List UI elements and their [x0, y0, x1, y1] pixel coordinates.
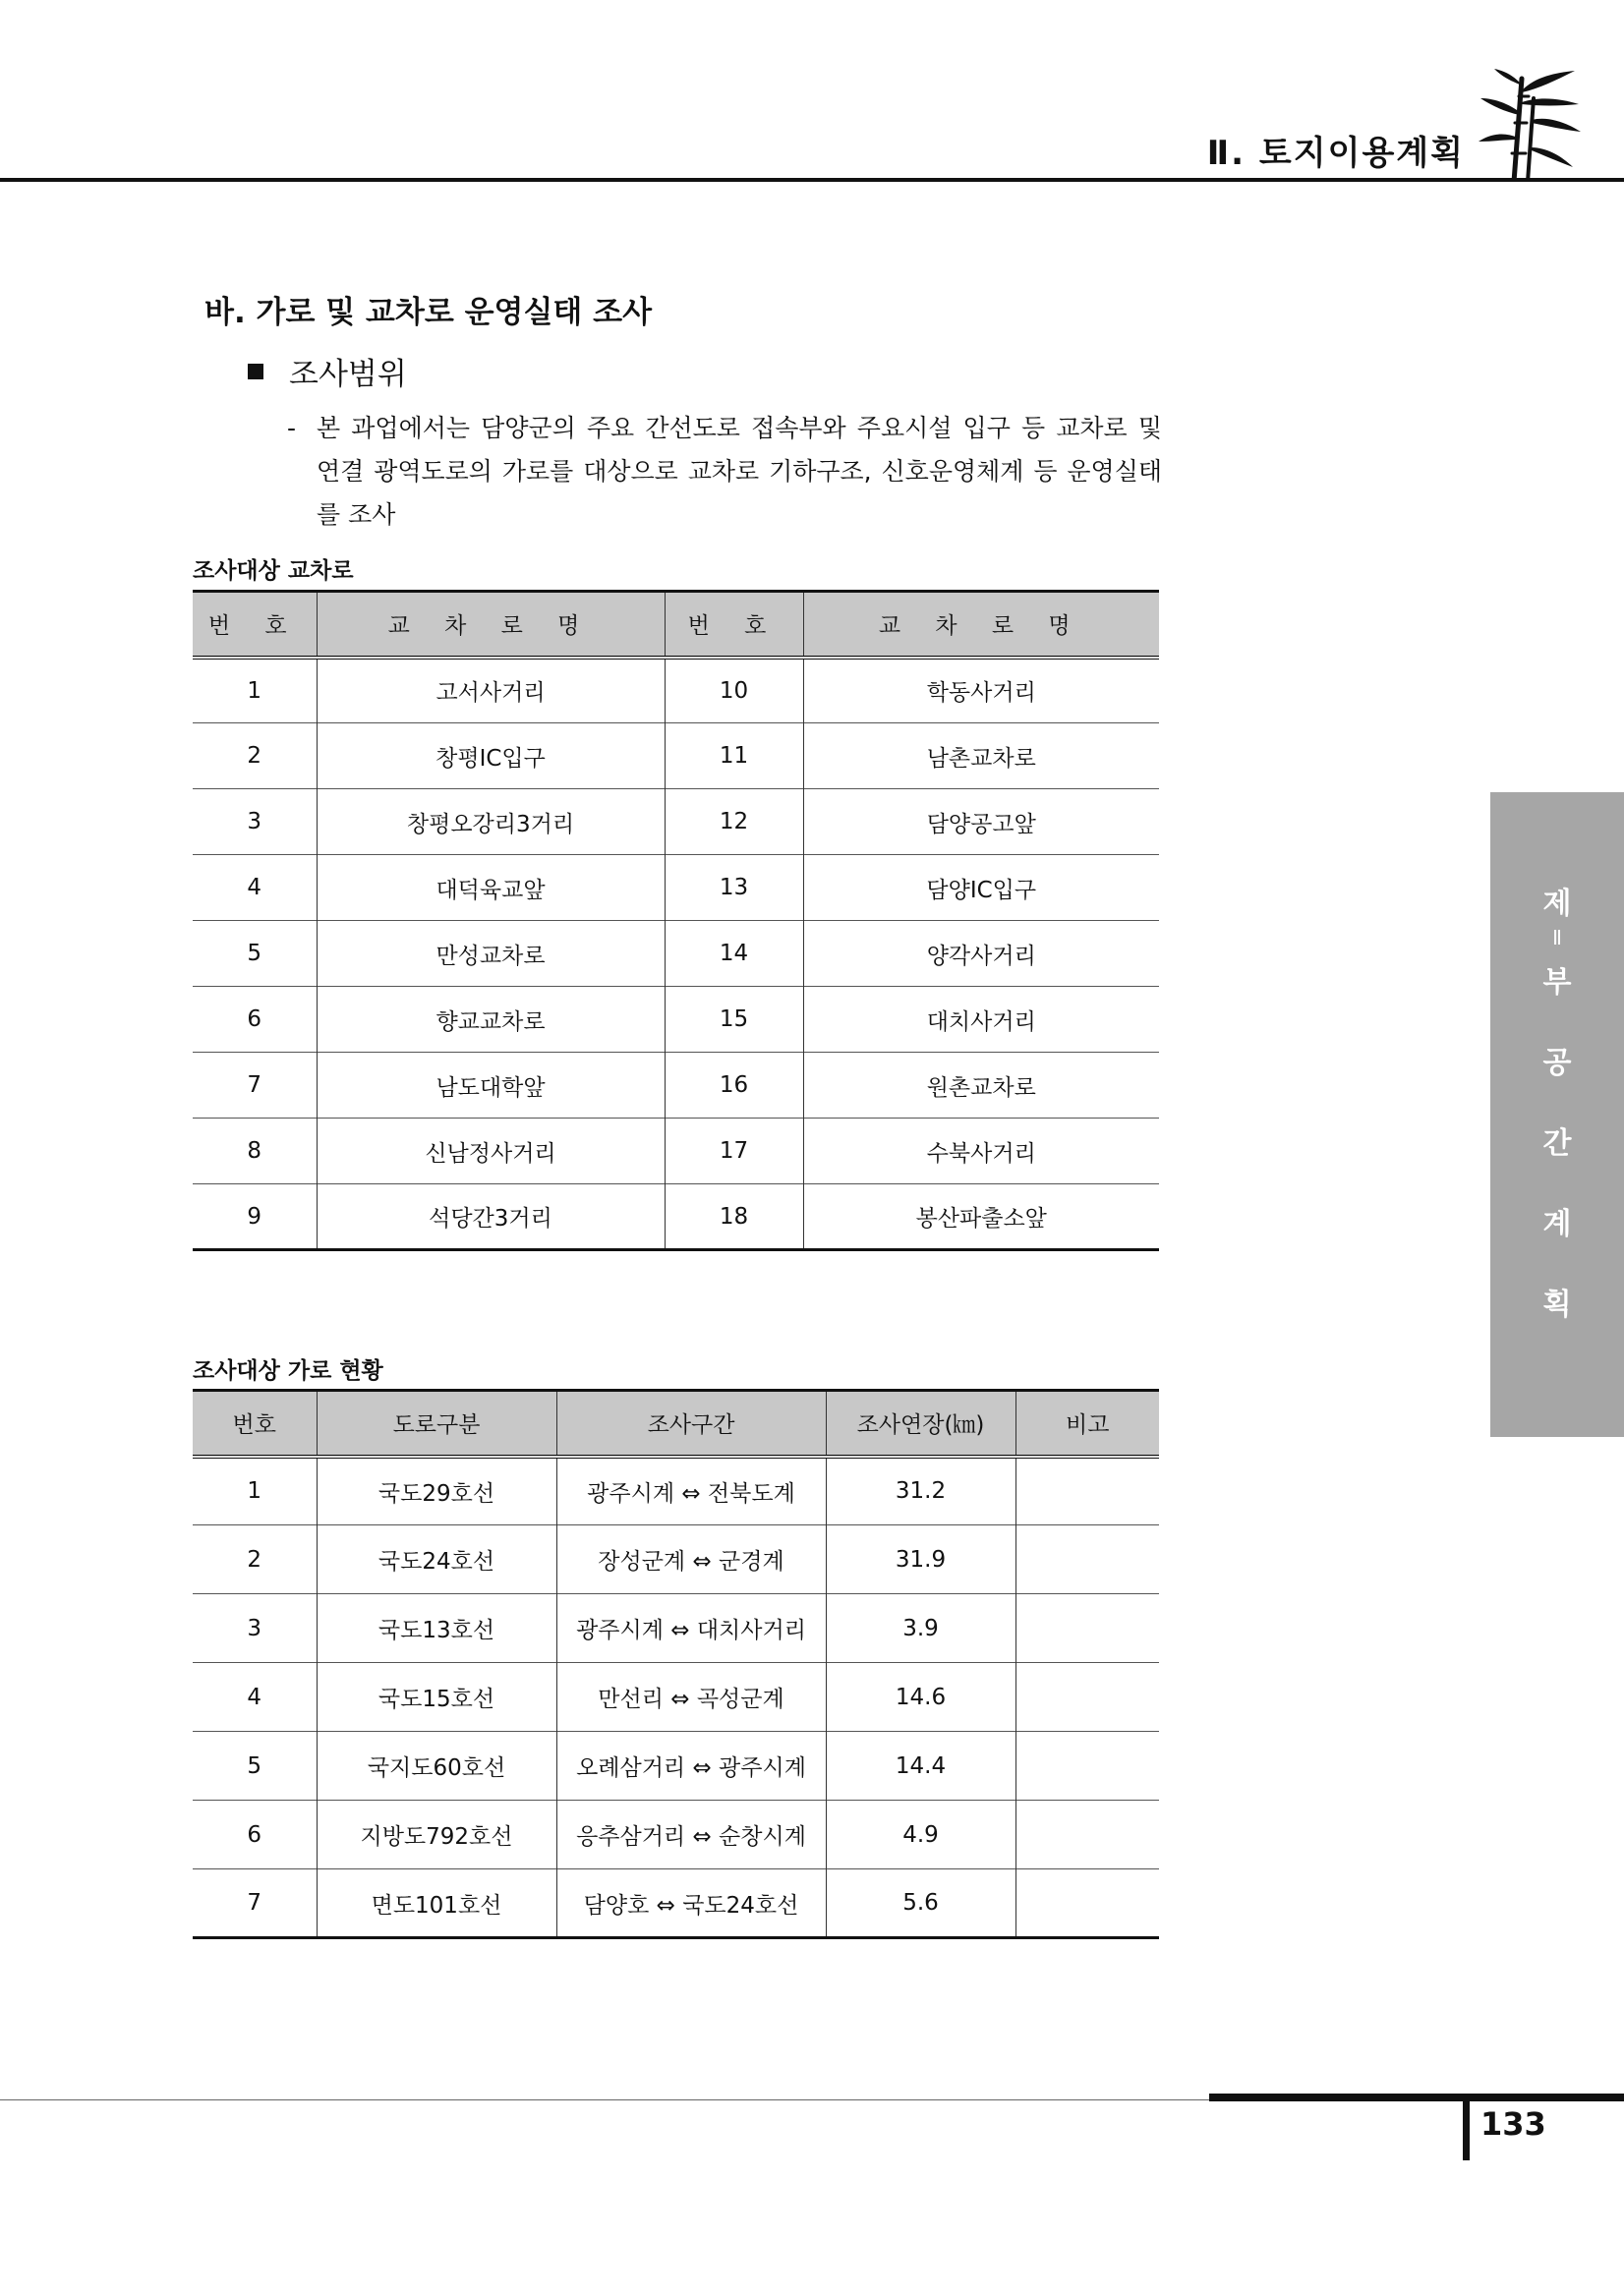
table-row: [193, 658, 1159, 723]
table-row: [193, 1119, 1159, 1184]
side-tab-char: 부: [1542, 965, 1572, 1000]
side-tab-char: 간: [1542, 1126, 1572, 1161]
side-tab-char: 공: [1542, 1046, 1572, 1080]
table-row: [193, 1525, 1159, 1594]
table-cell: 학동사거리: [803, 658, 1159, 723]
table-cell: 국도15호선: [317, 1663, 556, 1732]
table-row: [193, 1594, 1159, 1663]
table-cell: 1: [193, 1457, 317, 1525]
road-table: [193, 1389, 1159, 1939]
table-cell: 신남정사거리: [317, 1119, 665, 1184]
table-cell: 대덕육교앞: [317, 855, 665, 921]
table-cell: 3.9: [826, 1594, 1015, 1663]
side-tab-char: 획: [1542, 1288, 1572, 1322]
table-row: [193, 855, 1159, 921]
table-row: [193, 1184, 1159, 1250]
table-cell: 국지도60호선: [317, 1732, 556, 1801]
table2-header-length: 조사연장(㎞): [826, 1391, 1015, 1457]
table1-header-no: 번 호: [193, 592, 317, 658]
footer-bar: [1463, 2099, 1470, 2160]
table-cell: 향교교차로: [317, 987, 665, 1053]
table-cell: 9: [193, 1184, 317, 1250]
table1-header-name: 교 차 로 명: [317, 592, 665, 658]
table-row: [193, 1732, 1159, 1801]
table-row: [193, 1053, 1159, 1119]
table-cell: 10: [665, 658, 803, 723]
page-number: 133: [1480, 2105, 1546, 2143]
table-cell: 1: [193, 658, 317, 723]
table-cell: 면도101호선: [317, 1869, 556, 1938]
table-row: [193, 921, 1159, 987]
table1-caption: 조사대상 교차로: [193, 558, 354, 584]
table2-header-note: 비고: [1015, 1391, 1159, 1457]
table2-caption: 조사대상 가로 현황: [193, 1358, 383, 1384]
subsection-label: 조사범위: [289, 357, 407, 392]
table-cell: [1015, 1663, 1159, 1732]
table-cell: 담양공고앞: [803, 789, 1159, 855]
table-cell: [1015, 1457, 1159, 1525]
header-rule: [0, 178, 1624, 182]
table-cell: 14.6: [826, 1663, 1015, 1732]
table-row: [193, 789, 1159, 855]
table-cell: 남촌교차로: [803, 723, 1159, 789]
chapter-title: Ⅱ. 토지이용계획: [1206, 134, 1465, 173]
table-cell: 31.2: [826, 1457, 1015, 1525]
table-cell: 오례삼거리 ⇔ 광주시계: [556, 1732, 826, 1801]
table-cell: 양각사거리: [803, 921, 1159, 987]
subsection-heading: [248, 349, 407, 393]
table-cell: 국도29호선: [317, 1457, 556, 1525]
table-cell: [1015, 1594, 1159, 1663]
table-cell: 11: [665, 723, 803, 789]
table-cell: 광주시계 ⇔ 전북도계: [556, 1457, 826, 1525]
table-cell: [1015, 1525, 1159, 1594]
table-cell: 8: [193, 1119, 317, 1184]
table-row: [193, 1869, 1159, 1938]
table-cell: 지방도792호선: [317, 1801, 556, 1869]
table-cell: 담양호 ⇔ 국도24호선: [556, 1869, 826, 1938]
table-cell: 창평오강리3거리: [317, 789, 665, 855]
paragraph-dash: -: [287, 414, 297, 442]
table-cell: 석당간3거리: [317, 1184, 665, 1250]
table-cell: 7: [193, 1869, 317, 1938]
table-cell: 창평IC입구: [317, 723, 665, 789]
table-row: [193, 1663, 1159, 1732]
table-cell: 2: [193, 723, 317, 789]
table-row: [193, 987, 1159, 1053]
table-cell: 국도13호선: [317, 1594, 556, 1663]
table-cell: 만선리 ⇔ 곡성군계: [556, 1663, 826, 1732]
table-cell: 국도24호선: [317, 1525, 556, 1594]
table-cell: 13: [665, 855, 803, 921]
square-bullet-icon: [248, 364, 263, 379]
table-cell: 14.4: [826, 1732, 1015, 1801]
table-cell: 3: [193, 1594, 317, 1663]
table-cell: [1015, 1801, 1159, 1869]
table-cell: 12: [665, 789, 803, 855]
table-cell: 수북사거리: [803, 1119, 1159, 1184]
table-cell: 18: [665, 1184, 803, 1250]
section-title: 바. 가로 및 교차로 운영실태 조사: [204, 295, 653, 330]
side-tab-char: Ⅱ: [1552, 926, 1562, 949]
table-cell: 5.6: [826, 1869, 1015, 1938]
scope-paragraph: [287, 407, 1162, 537]
paragraph-text: 본 과업에서는 담양군의 주요 간선도로 접속부와 주요시설 입구 등 교차로 및 연결 광역도로의 가로를 대상으로 교차로 기하구조, 신호운영체계 등 운영실태를 조사: [317, 414, 1162, 529]
table-cell: 대치사거리: [803, 987, 1159, 1053]
table-cell: [1015, 1869, 1159, 1938]
bamboo-icon: [1477, 69, 1585, 182]
chapter-side-tab: [1490, 792, 1624, 1437]
table-cell: 3: [193, 789, 317, 855]
table-cell: 6: [193, 987, 317, 1053]
table-cell: 16: [665, 1053, 803, 1119]
table-cell: 17: [665, 1119, 803, 1184]
table-cell: 남도대학앞: [317, 1053, 665, 1119]
table-cell: 광주시계 ⇔ 대치사거리: [556, 1594, 826, 1663]
table2-header-section: 조사구간: [556, 1391, 826, 1457]
intersection-table: [193, 590, 1159, 1251]
table-cell: 31.9: [826, 1525, 1015, 1594]
table2-header-road: 도로구분: [317, 1391, 556, 1457]
table-cell: 원촌교차로: [803, 1053, 1159, 1119]
table-row: [193, 1801, 1159, 1869]
table-cell: [1015, 1732, 1159, 1801]
table-cell: 장성군계 ⇔ 군경계: [556, 1525, 826, 1594]
table-cell: 4: [193, 855, 317, 921]
table-cell: 2: [193, 1525, 317, 1594]
table-row: [193, 1457, 1159, 1525]
table-cell: 4.9: [826, 1801, 1015, 1869]
table-cell: 15: [665, 987, 803, 1053]
table-cell: 14: [665, 921, 803, 987]
side-tab-char: 제: [1542, 887, 1572, 921]
table-cell: 7: [193, 1053, 317, 1119]
table-cell: 봉산파출소앞: [803, 1184, 1159, 1250]
table-cell: 고서사거리: [317, 658, 665, 723]
table-cell: 5: [193, 921, 317, 987]
footer-thick-rule: [1209, 2094, 1624, 2101]
side-tab-char: 계: [1542, 1207, 1572, 1241]
table1-header-no: 번 호: [665, 592, 803, 658]
table-cell: 응추삼거리 ⇔ 순창시계: [556, 1801, 826, 1869]
table2-header-no: 번호: [193, 1391, 317, 1457]
table-cell: 만성교차로: [317, 921, 665, 987]
table-cell: 4: [193, 1663, 317, 1732]
table-cell: 6: [193, 1801, 317, 1869]
table-cell: 5: [193, 1732, 317, 1801]
table-row: [193, 723, 1159, 789]
table1-header-name: 교 차 로 명: [803, 592, 1159, 658]
table-cell: 담양IC입구: [803, 855, 1159, 921]
